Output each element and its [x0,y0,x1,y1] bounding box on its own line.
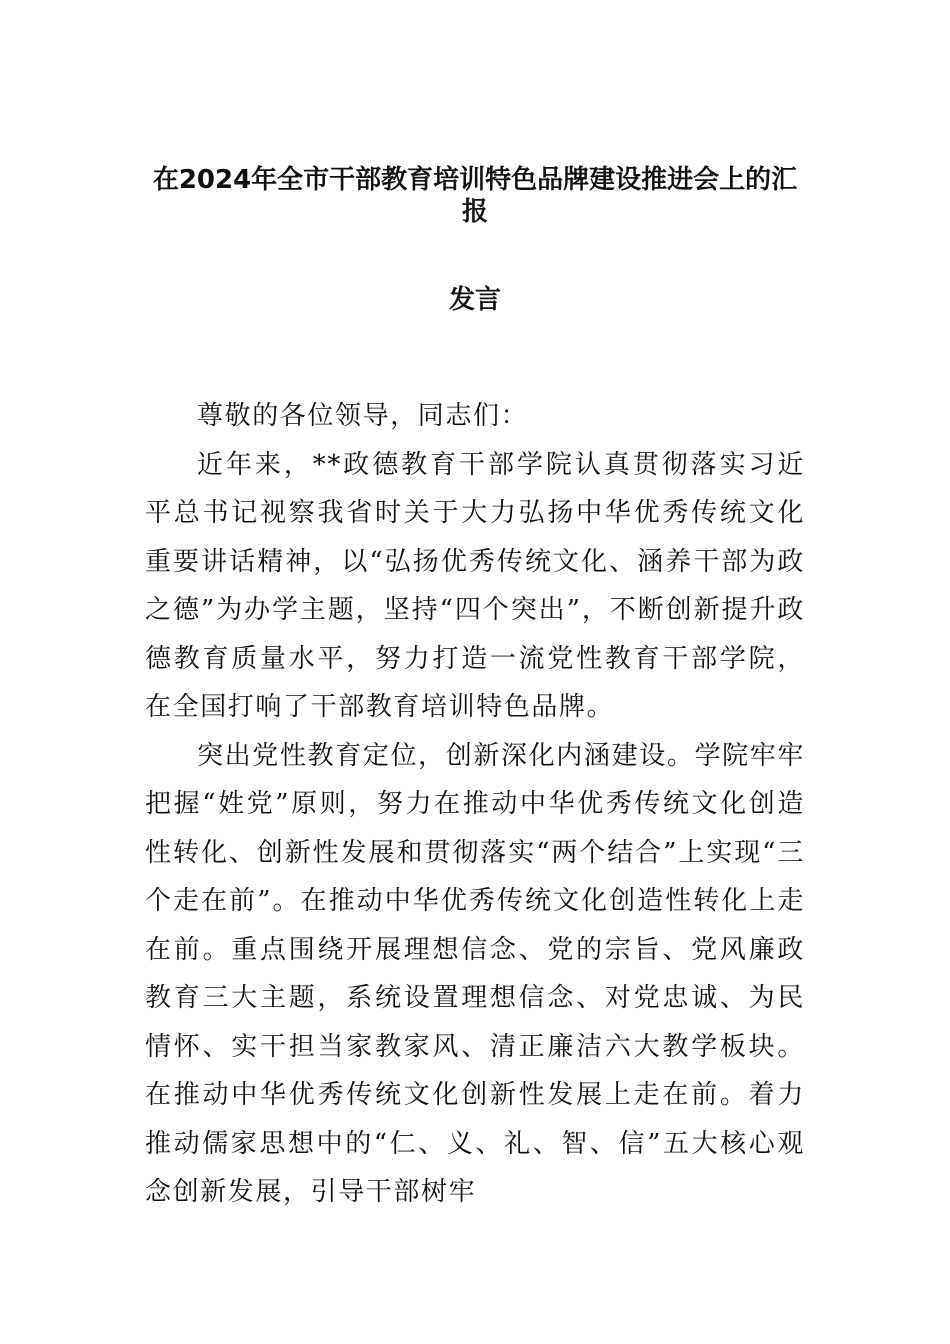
intro-paragraph: 近年来，**政德教育干部学院认真贯彻落实习近平总书记视察我省时关于大力弘扬中华优秀传统文化重要讲话精神，以“弘扬优秀传统文化、涵养干部为政之德”为办学主题，坚持“四个突出”，不断创新提升政德教育质量水平，努力打造一流党性教育干部学院，在全国打响了干部教育培训特色品牌。 [145,449,805,722]
document-title-line-1: 在2024年全市干部教育培训特色品牌建设推进会上的汇报 [152,165,798,227]
section-paragraph: 突出党性教育定位，创新深化内涵建设。学院牢牢把握“姓党”原则，努力在推动中华优秀传统文化创造性转化、创新性发展和贯彻落实“两个结合”上实现“三个走在前”。在推动中华优秀传统文化创造性转化上走在前。重点围绕开展理想信念、党的宗旨、党风廉政教育三大主题，系统设置理想信念、对党忠诚、为民情怀、实干担当家教家风、清正廉洁六大教学板块。在推动中华优秀传统文化创新性发展上走在前。着力推动儒家思想中的“仁、义、礼、智、信”五大核心观念创新发展，引导干部树牢 [145,740,805,1207]
document-title-line-2: 发言 [448,285,501,315]
document-body [145,392,805,1217]
greeting-paragraph: 尊敬的各位领导，同志们： [197,401,529,431]
